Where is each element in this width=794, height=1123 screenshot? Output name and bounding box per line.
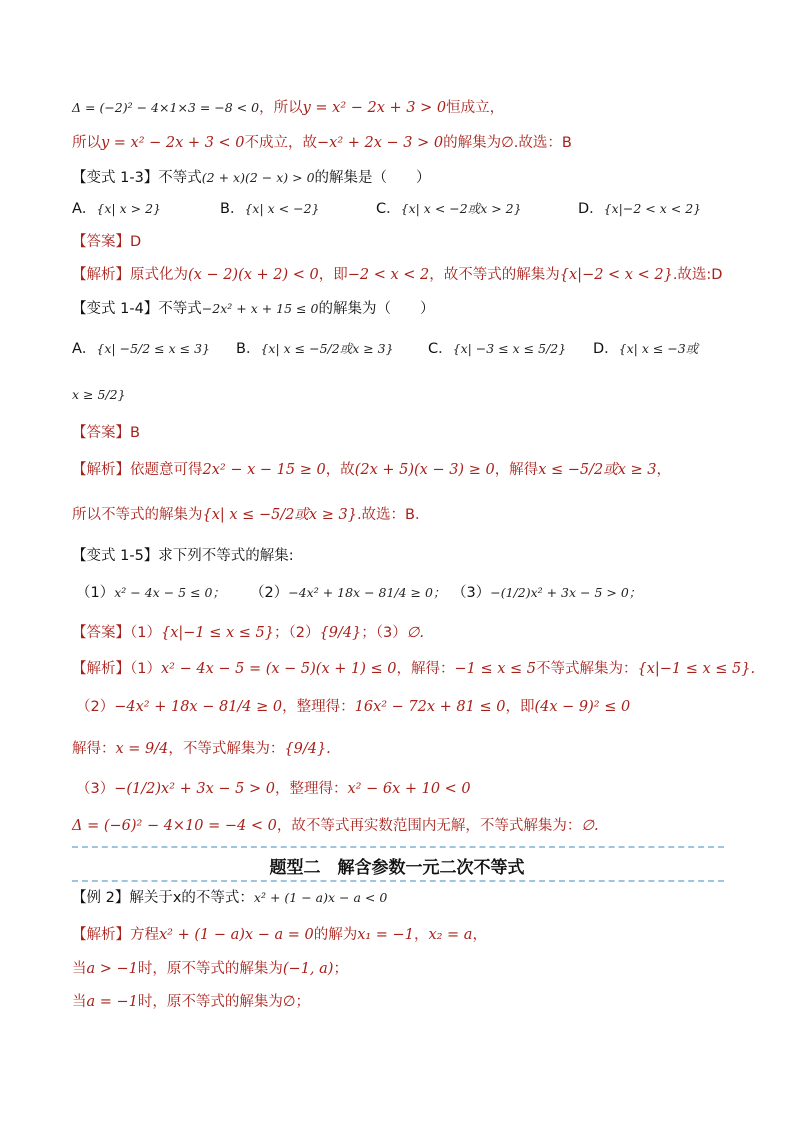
text: 的解集为∅.故选：B xyxy=(443,135,572,151)
text: ， xyxy=(472,927,487,943)
math-expression: x ≥ 5/2} xyxy=(72,387,126,402)
problem-2 xyxy=(250,581,445,605)
text: ，即 xyxy=(318,267,348,283)
text: ； xyxy=(333,961,348,977)
math-expression: {9/4}. xyxy=(284,741,331,757)
math-expression: x₂ = a xyxy=(428,927,473,943)
math-expression: {x| −5/2 ≤ x ≤ 3} xyxy=(96,341,210,356)
option-label: D． xyxy=(593,341,619,357)
text: 【答案】（1） xyxy=(72,625,161,641)
explanation-line xyxy=(76,695,630,719)
text: 当 xyxy=(72,961,87,977)
text: ；（3） xyxy=(361,625,407,641)
text: 时，原不等式的解集为 xyxy=(137,961,283,977)
explanation-line xyxy=(72,657,755,681)
math-expression: x² − 6x + 10 < 0 xyxy=(347,781,471,797)
text: 的解为 xyxy=(313,927,358,943)
option-a xyxy=(72,197,161,221)
text: ， xyxy=(656,462,671,478)
math-expression: a > −1 xyxy=(86,961,138,977)
option-a xyxy=(72,337,210,361)
text-line xyxy=(72,131,572,155)
math-expression: (2x + 5)(x − 3) ≥ 0 xyxy=(354,462,495,478)
math-expression: −1 ≤ x ≤ 5 xyxy=(454,661,536,677)
text: ；（2） xyxy=(274,625,320,641)
answer-line xyxy=(72,230,141,254)
math-expression: y = x² − 2x + 3 < 0 xyxy=(101,135,245,151)
text: 所以不等式的解集为 xyxy=(72,507,203,523)
option-label: C． xyxy=(428,341,453,357)
math-expression: ∅. xyxy=(406,625,425,641)
math-expression: −2x² + x + 15 ≤ 0 xyxy=(201,301,319,316)
option-label: A． xyxy=(72,341,97,357)
option-label: C． xyxy=(376,201,401,217)
text: ，所以 xyxy=(259,100,303,116)
math-expression: {x| x < −2或x > 2} xyxy=(400,201,522,216)
problem-1 xyxy=(76,581,225,605)
math-expression: {x| x < −2} xyxy=(244,201,320,216)
math-expression: 16x² − 72x + 81 ≤ 0 xyxy=(354,699,506,715)
text: （3） xyxy=(76,781,115,797)
explanation-line xyxy=(72,990,310,1014)
math-expression: ∅. xyxy=(581,818,599,834)
text: 【变式 1-4】不等式 xyxy=(72,301,202,317)
math-expression: −(1/2)x² + 3x − 5 > 0； xyxy=(490,585,642,600)
text: 恒成立， xyxy=(446,100,505,116)
math-expression: (x − 2)(x + 2) < 0 xyxy=(188,267,319,283)
math-expression: (4x − 9)² ≤ 0 xyxy=(534,699,631,715)
problem-3 xyxy=(452,581,641,605)
math-expression: {x| x ≤ −3或 xyxy=(618,341,699,356)
explanation-line xyxy=(72,923,487,947)
option-label: A． xyxy=(72,201,97,217)
text: 不等式解集为： xyxy=(535,661,638,677)
explanation-line xyxy=(72,957,348,981)
option-label: B． xyxy=(236,341,261,357)
text: 所以 xyxy=(72,135,101,151)
text: ，故 xyxy=(325,462,355,478)
option-d xyxy=(578,197,701,221)
option-label: B． xyxy=(220,201,245,217)
text: 不成立，故 xyxy=(244,135,318,151)
math-expression: {x|−2 < x < 2} xyxy=(559,267,673,283)
section-title: 题型二 解含参数一元二次不等式 xyxy=(269,858,525,878)
problem-label: （1） xyxy=(76,585,115,601)
answer-text: 【答案】B xyxy=(72,425,140,441)
option-d-continued xyxy=(72,383,126,407)
question-title xyxy=(72,166,431,190)
text: ，解得 xyxy=(494,462,539,478)
math-expression: a = −1 xyxy=(86,994,138,1010)
math-expression: Δ = (−2)² − 4×1×3 = −8 < 0 xyxy=(72,100,260,115)
option-label: D． xyxy=(578,201,604,217)
math-expression: {x| x > 2} xyxy=(96,201,161,216)
text: ，解得： xyxy=(396,661,455,677)
math-expression: x² − 4x − 5 ≤ 0； xyxy=(114,585,225,600)
math-expression: 2x² − x − 15 ≥ 0 xyxy=(202,462,326,478)
text: 当 xyxy=(72,994,87,1010)
text: ，整理得： xyxy=(282,699,355,715)
math-expression: (2 + x)(2 − x) > 0 xyxy=(201,170,315,185)
math-expression: x₁ = −1 xyxy=(357,927,414,943)
math-expression: {x| x ≤ −5/2或x ≥ 3} xyxy=(202,507,357,523)
math-expression: {x|−1 ≤ x ≤ 5}. xyxy=(637,661,756,677)
math-expression: x² − 4x − 5 = (x − 5)(x + 1) ≤ 0 xyxy=(160,661,397,677)
text: .故选：B． xyxy=(356,507,430,523)
text: ， xyxy=(413,927,429,943)
text: ，整理得： xyxy=(274,781,348,797)
math-expression: {x|−2 < x < 2} xyxy=(603,201,702,216)
math-expression: {x| −3 ≤ x ≤ 5/2} xyxy=(452,341,567,356)
explanation-line xyxy=(72,263,722,287)
text: ，故不等式的解集为 xyxy=(429,267,560,283)
math-expression: x² + (1 − a)x − a < 0 xyxy=(253,890,388,905)
math-expression: (−1, a) xyxy=(282,961,334,977)
text: 【例 2】解关于x的不等式： xyxy=(72,890,254,906)
math-expression: x = 9/4 xyxy=(115,741,169,757)
answer-line xyxy=(72,621,424,645)
math-expression: Δ = (−6)² − 4×10 = −4 < 0 xyxy=(72,818,277,834)
math-expression: {x| x ≤ −5/2或x ≥ 3} xyxy=(260,341,394,356)
math-expression: −(1/2)x² + 3x − 5 > 0 xyxy=(114,781,275,797)
math-expression: −4x² + 18x − 81/4 ≥ 0； xyxy=(288,585,446,600)
option-c xyxy=(428,337,566,361)
section-divider-top xyxy=(72,846,724,848)
text: 【解析】原式化为 xyxy=(72,267,188,283)
explanation-line xyxy=(72,458,671,482)
explanation-line xyxy=(76,777,471,801)
math-expression: −4x² + 18x − 81/4 ≥ 0 xyxy=(114,699,283,715)
option-b xyxy=(236,337,394,361)
section-divider-bottom xyxy=(72,880,724,882)
math-expression: {x|−1 ≤ x ≤ 5} xyxy=(160,625,275,641)
answer-line xyxy=(72,421,140,445)
explanation-line xyxy=(72,814,599,838)
option-d xyxy=(593,337,698,361)
text: 【解析】（1） xyxy=(72,661,161,677)
text: 【变式 1-5】求下列不等式的解集: xyxy=(72,548,294,564)
question-title xyxy=(72,297,434,321)
question-title xyxy=(72,544,294,568)
text: 【解析】依题意可得 xyxy=(72,462,203,478)
math-expression: x² + (1 − a)x − a = 0 xyxy=(159,927,314,943)
text: 【解析】方程 xyxy=(72,927,159,943)
text: 时，原不等式的解集为∅； xyxy=(137,994,311,1010)
problem-label: （3） xyxy=(452,585,491,601)
text: 的解集为（ ） xyxy=(318,301,435,317)
text: 的解集是（ ） xyxy=(314,170,431,186)
text: 【变式 1-3】不等式 xyxy=(72,170,202,186)
math-expression: x ≤ −5/2或x ≥ 3 xyxy=(538,462,657,478)
text: 解得： xyxy=(72,741,116,757)
problem-label: （2） xyxy=(250,585,289,601)
option-b xyxy=(220,197,320,221)
text: （2） xyxy=(76,699,115,715)
text: ，即 xyxy=(505,699,535,715)
math-expression: y = x² − 2x + 3 > 0 xyxy=(302,100,447,116)
math-expression: −x² + 2x − 3 > 0 xyxy=(317,135,444,151)
example-title xyxy=(72,886,387,910)
math-expression: −2 < x < 2 xyxy=(347,267,430,283)
text: ，不等式解集为： xyxy=(168,741,285,757)
text: .故选:D xyxy=(672,267,723,283)
text: ，故不等式再实数范围内无解，不等式解集为： xyxy=(276,818,582,834)
math-expression: {9/4} xyxy=(319,625,362,641)
answer-text: 【答案】D xyxy=(72,234,142,250)
explanation-line xyxy=(72,503,430,527)
option-c xyxy=(376,197,522,221)
text-line xyxy=(72,96,504,120)
explanation-line xyxy=(72,737,331,761)
